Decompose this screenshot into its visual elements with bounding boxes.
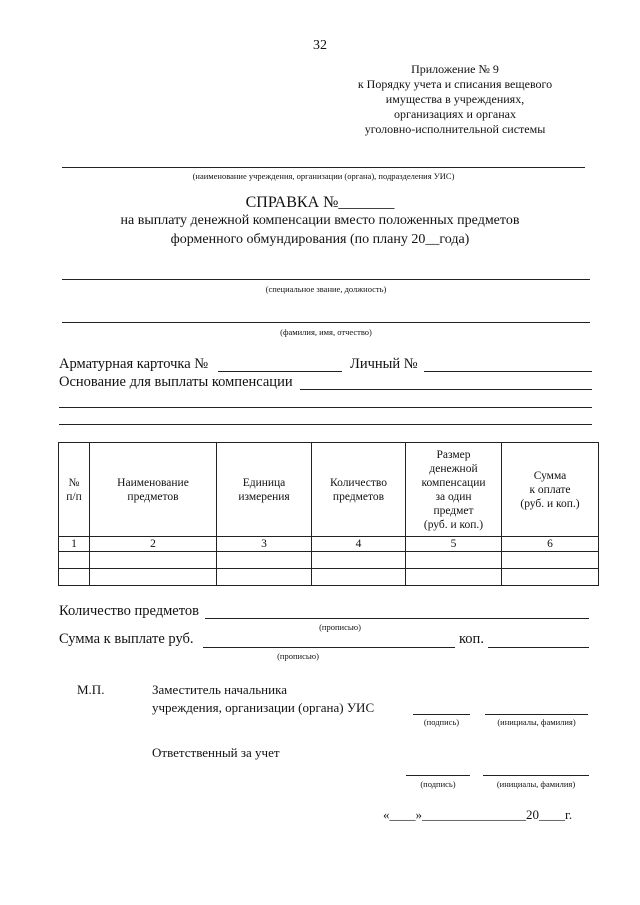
deputy-title-line: учреждения, организации (органа) УИС bbox=[152, 700, 375, 715]
col-header-text: Единица измерения bbox=[238, 476, 290, 503]
quantity-words-line[interactable] bbox=[205, 618, 589, 619]
document-subtitle-line: форменного обмундирования (по плану 20__года) bbox=[170, 232, 470, 247]
table-cell[interactable] bbox=[217, 569, 312, 586]
col-header-quantity bbox=[312, 443, 406, 537]
col-header-text: № п/п bbox=[66, 476, 82, 503]
table-cell[interactable] bbox=[406, 552, 502, 569]
sum-caption: (прописью) bbox=[277, 651, 319, 661]
table-cell[interactable] bbox=[90, 569, 217, 586]
column-number: 3 bbox=[217, 537, 312, 552]
items-table bbox=[58, 442, 599, 586]
responsible-label: Ответственный за учет bbox=[152, 745, 280, 760]
column-number: 1 bbox=[59, 537, 90, 552]
column-number: 2 bbox=[90, 537, 217, 552]
appendix-note bbox=[340, 62, 570, 137]
col-header-text: Количество предметов bbox=[330, 476, 387, 503]
appendix-line: к Порядку учета и списания вещевого bbox=[357, 77, 553, 91]
column-number: 5 bbox=[406, 537, 502, 552]
table-cell[interactable] bbox=[502, 569, 599, 586]
responsible-signature-caption: (подпись) bbox=[420, 779, 456, 789]
table-cell[interactable] bbox=[312, 552, 406, 569]
org-name-line[interactable] bbox=[62, 167, 585, 168]
inventory-card-number-line[interactable] bbox=[218, 371, 342, 372]
col-header-item-name bbox=[90, 443, 217, 537]
org-name-caption: (наименование учреждения, организации (органа), подразделения УИС) bbox=[192, 171, 455, 181]
deputy-initials-line[interactable] bbox=[485, 714, 588, 715]
table-row[interactable] bbox=[59, 552, 599, 569]
document-subtitle-line: на выплату денежной компенсации вместо положенных предметов bbox=[120, 213, 520, 228]
appendix-line: имущества в учреждениях, bbox=[385, 92, 525, 106]
table-cell[interactable] bbox=[502, 552, 599, 569]
page-number: 32 bbox=[313, 38, 327, 53]
quantity-caption: (прописью) bbox=[319, 622, 361, 632]
personal-number-line[interactable] bbox=[424, 371, 592, 372]
sum-kop-line[interactable] bbox=[488, 647, 589, 648]
inventory-card-label: Арматурная карточка № bbox=[59, 356, 209, 372]
quantity-label: Количество предметов bbox=[59, 603, 199, 619]
table-cell[interactable] bbox=[59, 552, 90, 569]
rank-position-caption: (специальное звание, должность) bbox=[265, 284, 387, 294]
appendix-line: уголовно-исполнительной системы bbox=[364, 122, 546, 136]
column-number-row bbox=[59, 537, 599, 552]
column-number: 4 bbox=[312, 537, 406, 552]
col-header-text: Наименование предметов bbox=[117, 476, 189, 503]
deputy-signature-line[interactable] bbox=[413, 714, 470, 715]
personal-number-label: Личный № bbox=[350, 356, 418, 372]
responsible-initials-line[interactable] bbox=[483, 775, 589, 776]
table-cell[interactable] bbox=[217, 552, 312, 569]
deputy-title-line: Заместитель начальника bbox=[152, 682, 287, 697]
col-header-text: Сумма к оплате (руб. и коп.) bbox=[520, 469, 580, 510]
responsible-signature-line[interactable] bbox=[406, 775, 470, 776]
payment-basis-label: Основание для выплаты компенсации bbox=[59, 374, 293, 390]
deputy-signature-caption: (подпись) bbox=[423, 717, 460, 727]
document-title: СПРАВКА №_______ bbox=[245, 194, 395, 211]
appendix-line: Приложение № 9 bbox=[411, 62, 499, 76]
stamp-place: М.П. bbox=[77, 682, 105, 697]
col-header-unit bbox=[217, 443, 312, 537]
full-name-line[interactable] bbox=[62, 322, 590, 323]
table-cell[interactable] bbox=[406, 569, 502, 586]
rank-position-line[interactable] bbox=[62, 279, 590, 280]
sum-rub-line[interactable] bbox=[203, 647, 455, 648]
table-cell[interactable] bbox=[312, 569, 406, 586]
table-header-row bbox=[59, 443, 599, 537]
date-line[interactable]: «____»________________20____г. bbox=[383, 807, 573, 822]
responsible-initials-caption: (инициалы, фамилия) bbox=[496, 779, 576, 789]
deputy-initials-caption: (инициалы, фамилия) bbox=[497, 717, 576, 727]
col-header-total bbox=[502, 443, 599, 537]
payment-basis-line[interactable] bbox=[300, 389, 592, 390]
table-cell[interactable] bbox=[59, 569, 90, 586]
column-number: 6 bbox=[502, 537, 599, 552]
full-name-caption: (фамилия, имя, отчество) bbox=[280, 327, 372, 337]
table-cell[interactable] bbox=[90, 552, 217, 569]
payment-basis-line-2[interactable] bbox=[59, 407, 592, 408]
col-header-text: Размер денежной компенсации за один предмет (руб. и коп.) bbox=[421, 448, 486, 531]
col-header-number bbox=[59, 443, 90, 537]
kop-label: коп. bbox=[459, 631, 484, 647]
table-row[interactable] bbox=[59, 569, 599, 586]
col-header-unit-compensation bbox=[406, 443, 502, 537]
sum-label: Сумма к выплате руб. bbox=[59, 631, 194, 647]
appendix-line: организациях и органах bbox=[394, 107, 516, 121]
payment-basis-line-3[interactable] bbox=[59, 424, 592, 425]
